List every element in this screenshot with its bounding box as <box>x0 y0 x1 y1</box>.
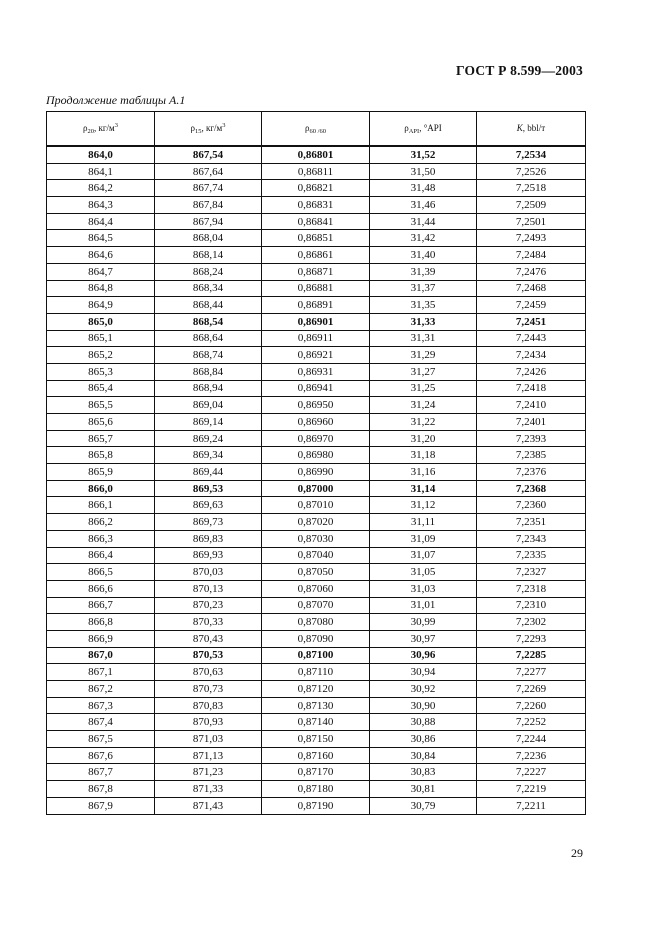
table-cell: 31,46 <box>370 197 477 214</box>
table-cell: 31,40 <box>370 247 477 264</box>
table-row <box>47 197 586 214</box>
table-row <box>47 363 586 380</box>
table-cell: 866,6 <box>47 580 155 597</box>
table-cell: 7,2269 <box>477 681 586 698</box>
table-cell: 7,2219 <box>477 781 586 798</box>
table-cell: 0,87070 <box>262 597 370 614</box>
column-header-rho60-60: $\rho_{60 /60}$ <box>262 112 370 147</box>
table-cell: 7,2211 <box>477 797 586 814</box>
column-header-rho15: $\rho_{15}$, $кг/м^3$ <box>155 112 262 147</box>
table-cell: 865,7 <box>47 430 155 447</box>
table-cell: 30,81 <box>370 781 477 798</box>
table-cell: 0,86911 <box>262 330 370 347</box>
table-cell: 867,64 <box>155 163 262 180</box>
table-cell: 866,7 <box>47 597 155 614</box>
table-cell: 867,8 <box>47 781 155 798</box>
table-cell: 866,0 <box>47 480 155 497</box>
table-cell: 867,0 <box>47 647 155 664</box>
table-cell: 0,87030 <box>262 530 370 547</box>
table-cell: 870,23 <box>155 597 262 614</box>
table-cell: 0,86950 <box>262 397 370 414</box>
table-row <box>47 163 586 180</box>
table-cell: 31,42 <box>370 230 477 247</box>
table-row <box>47 180 586 197</box>
table-cell: 30,96 <box>370 647 477 664</box>
table-row <box>47 480 586 497</box>
table-row <box>47 630 586 647</box>
table-cell: 864,7 <box>47 263 155 280</box>
table-cell: 31,18 <box>370 447 477 464</box>
table-cell: 864,0 <box>47 146 155 163</box>
table-cell: 7,2418 <box>477 380 586 397</box>
table-cell: 0,86931 <box>262 363 370 380</box>
table-cell: 0,87130 <box>262 697 370 714</box>
table-row <box>47 797 586 814</box>
table-row <box>47 597 586 614</box>
table-row <box>47 564 586 581</box>
table-row <box>47 464 586 481</box>
table-cell: 31,39 <box>370 263 477 280</box>
table-cell: 867,94 <box>155 213 262 230</box>
table-cell: 867,74 <box>155 180 262 197</box>
table-cell: 871,23 <box>155 764 262 781</box>
table-cell: 0,86891 <box>262 297 370 314</box>
table-cell: 865,0 <box>47 313 155 330</box>
table-cell: 866,2 <box>47 514 155 531</box>
table-cell: 0,86990 <box>262 464 370 481</box>
table-cell: 870,73 <box>155 681 262 698</box>
table-row <box>47 430 586 447</box>
table-cell: 866,3 <box>47 530 155 547</box>
table-cell: 871,03 <box>155 731 262 748</box>
table-cell: 30,83 <box>370 764 477 781</box>
table-cell: 7,2368 <box>477 480 586 497</box>
table-row <box>47 530 586 547</box>
table-cell: 868,94 <box>155 380 262 397</box>
table-header-row <box>47 112 586 147</box>
table-cell: 31,22 <box>370 414 477 431</box>
table-cell: 865,6 <box>47 414 155 431</box>
table-cell: 0,86821 <box>262 180 370 197</box>
document-code: ГОСТ Р 8.599—2003 <box>456 63 583 78</box>
table-cell: 0,87140 <box>262 714 370 731</box>
table-cell: 867,84 <box>155 197 262 214</box>
table-cell: 0,87060 <box>262 580 370 597</box>
table-body <box>47 146 586 814</box>
table-cell: 7,2236 <box>477 747 586 764</box>
table-cell: 7,2244 <box>477 731 586 748</box>
table-cell: 7,2327 <box>477 564 586 581</box>
table-cell: 867,5 <box>47 731 155 748</box>
table-cell: 31,25 <box>370 380 477 397</box>
table-cell: 871,33 <box>155 781 262 798</box>
table-row <box>47 414 586 431</box>
table-cell: 7,2260 <box>477 697 586 714</box>
table-cell: 868,04 <box>155 230 262 247</box>
table-cell: 869,63 <box>155 497 262 514</box>
table-cell: 7,2426 <box>477 363 586 380</box>
table-cell: 0,87160 <box>262 747 370 764</box>
table-cell: 31,11 <box>370 514 477 531</box>
table-cell: 870,53 <box>155 647 262 664</box>
table-cell: 866,8 <box>47 614 155 631</box>
table-cell: 0,86921 <box>262 347 370 364</box>
table-cell: 867,2 <box>47 681 155 698</box>
table-cell: 7,2335 <box>477 547 586 564</box>
density-conversion-table <box>46 111 586 815</box>
table-row <box>47 230 586 247</box>
table-cell: 31,37 <box>370 280 477 297</box>
table-cell: 7,2351 <box>477 514 586 531</box>
table-cell: 0,87150 <box>262 731 370 748</box>
table-cell: 7,2360 <box>477 497 586 514</box>
table-cell: 31,09 <box>370 530 477 547</box>
table-cell: 870,63 <box>155 664 262 681</box>
table-cell: 870,03 <box>155 564 262 581</box>
table-cell: 865,2 <box>47 347 155 364</box>
table-cell: 31,05 <box>370 564 477 581</box>
table-cell: 866,9 <box>47 630 155 647</box>
table-cell: 866,5 <box>47 564 155 581</box>
table-cell: 7,2526 <box>477 163 586 180</box>
table-cell: 7,2277 <box>477 664 586 681</box>
table-cell: 870,83 <box>155 697 262 714</box>
table-cell: 869,53 <box>155 480 262 497</box>
table-cell: 871,13 <box>155 747 262 764</box>
table-row <box>47 380 586 397</box>
table-cell: 7,2518 <box>477 180 586 197</box>
table-cell: 7,2451 <box>477 313 586 330</box>
table-cell: 31,31 <box>370 330 477 347</box>
table-cell: 868,64 <box>155 330 262 347</box>
table-row <box>47 647 586 664</box>
table-cell: 0,86980 <box>262 447 370 464</box>
table-cell: 7,2410 <box>477 397 586 414</box>
table-cell: 31,50 <box>370 163 477 180</box>
table-row <box>47 747 586 764</box>
table-cell: 867,54 <box>155 146 262 163</box>
table-cell: 864,3 <box>47 197 155 214</box>
table-cell: 0,86871 <box>262 263 370 280</box>
table-cell: 870,13 <box>155 580 262 597</box>
table-cell: 31,27 <box>370 363 477 380</box>
table-cell: 30,92 <box>370 681 477 698</box>
table-cell: 867,9 <box>47 797 155 814</box>
table-cell: 7,2376 <box>477 464 586 481</box>
table-cell: 0,87180 <box>262 781 370 798</box>
table-row <box>47 313 586 330</box>
table-cell: 31,44 <box>370 213 477 230</box>
table-cell: 0,86801 <box>262 146 370 163</box>
table-row <box>47 697 586 714</box>
table-row <box>47 497 586 514</box>
table-cell: 869,34 <box>155 447 262 464</box>
table-cell: 868,44 <box>155 297 262 314</box>
table-cell: 31,24 <box>370 397 477 414</box>
table-row <box>47 280 586 297</box>
table-caption: Продолжение таблицы А.1 <box>46 93 186 107</box>
table-cell: 30,84 <box>370 747 477 764</box>
table-cell: 869,93 <box>155 547 262 564</box>
table-cell: 867,3 <box>47 697 155 714</box>
table-cell: 30,86 <box>370 731 477 748</box>
table-cell: 31,20 <box>370 430 477 447</box>
table-cell: 868,34 <box>155 280 262 297</box>
table-cell: 7,2484 <box>477 247 586 264</box>
table-row <box>47 297 586 314</box>
table-cell: 865,3 <box>47 363 155 380</box>
table-row <box>47 731 586 748</box>
table-cell: 0,87190 <box>262 797 370 814</box>
table-cell: 868,74 <box>155 347 262 364</box>
table-cell: 7,2468 <box>477 280 586 297</box>
column-header-rho20: $\rho_{20}$, $кг/м^3$ <box>47 112 155 147</box>
table-cell: 30,99 <box>370 614 477 631</box>
table-cell: 31,01 <box>370 597 477 614</box>
table-row <box>47 330 586 347</box>
table-cell: 31,07 <box>370 547 477 564</box>
table-cell: 0,86851 <box>262 230 370 247</box>
table-cell: 31,29 <box>370 347 477 364</box>
table-row <box>47 263 586 280</box>
table-cell: 870,93 <box>155 714 262 731</box>
table-cell: 7,2476 <box>477 263 586 280</box>
table-cell: 0,87090 <box>262 630 370 647</box>
table-cell: 869,14 <box>155 414 262 431</box>
table-cell: 867,4 <box>47 714 155 731</box>
table-cell: 0,86841 <box>262 213 370 230</box>
table-cell: 7,2534 <box>477 146 586 163</box>
table-cell: 0,87110 <box>262 664 370 681</box>
table-cell: 7,2302 <box>477 614 586 631</box>
table-cell: 864,9 <box>47 297 155 314</box>
table-row <box>47 664 586 681</box>
table-cell: 31,35 <box>370 297 477 314</box>
table-cell: 867,7 <box>47 764 155 781</box>
table-row <box>47 247 586 264</box>
table-cell: 0,86881 <box>262 280 370 297</box>
table-cell: 0,87010 <box>262 497 370 514</box>
table-cell: 7,2443 <box>477 330 586 347</box>
table-row <box>47 213 586 230</box>
table-cell: 7,2227 <box>477 764 586 781</box>
table-cell: 7,2293 <box>477 630 586 647</box>
table-cell: 7,2385 <box>477 447 586 464</box>
table-cell: 865,8 <box>47 447 155 464</box>
table-cell: 0,87020 <box>262 514 370 531</box>
table-cell: 865,1 <box>47 330 155 347</box>
table-row <box>47 580 586 597</box>
table-cell: 0,86811 <box>262 163 370 180</box>
table-cell: 30,79 <box>370 797 477 814</box>
table-cell: 7,2318 <box>477 580 586 597</box>
table-cell: 865,5 <box>47 397 155 414</box>
table-cell: 7,2459 <box>477 297 586 314</box>
table-cell: 31,48 <box>370 180 477 197</box>
table-cell: 869,83 <box>155 530 262 547</box>
table-cell: 0,86960 <box>262 414 370 431</box>
table-cell: 868,14 <box>155 247 262 264</box>
table-cell: 869,04 <box>155 397 262 414</box>
table-cell: 7,2285 <box>477 647 586 664</box>
table-cell: 7,2393 <box>477 430 586 447</box>
table-cell: 7,2310 <box>477 597 586 614</box>
table-row <box>47 714 586 731</box>
table-row <box>47 146 586 163</box>
table-row <box>47 447 586 464</box>
table-cell: 870,43 <box>155 630 262 647</box>
table-cell: 0,87170 <box>262 764 370 781</box>
table-row <box>47 514 586 531</box>
table-cell: 31,52 <box>370 146 477 163</box>
table-row <box>47 547 586 564</box>
table-cell: 0,86901 <box>262 313 370 330</box>
table-cell: 0,86941 <box>262 380 370 397</box>
table-cell: 7,2501 <box>477 213 586 230</box>
table-cell: 864,8 <box>47 280 155 297</box>
table-cell: 864,1 <box>47 163 155 180</box>
table-cell: 0,87080 <box>262 614 370 631</box>
table-cell: 867,6 <box>47 747 155 764</box>
table-cell: 865,9 <box>47 464 155 481</box>
table-cell: 31,03 <box>370 580 477 597</box>
table-cell: 7,2343 <box>477 530 586 547</box>
table-row <box>47 781 586 798</box>
table-cell: 0,87050 <box>262 564 370 581</box>
table-cell: 864,2 <box>47 180 155 197</box>
table-cell: 869,24 <box>155 430 262 447</box>
table-cell: 30,97 <box>370 630 477 647</box>
table-cell: 7,2493 <box>477 230 586 247</box>
table-cell: 0,86970 <box>262 430 370 447</box>
table-cell: 7,2401 <box>477 414 586 431</box>
table-cell: 870,33 <box>155 614 262 631</box>
table-cell: 0,87040 <box>262 547 370 564</box>
table-cell: 869,44 <box>155 464 262 481</box>
table-row <box>47 397 586 414</box>
table-cell: 869,73 <box>155 514 262 531</box>
table-row <box>47 614 586 631</box>
table-cell: 868,24 <box>155 263 262 280</box>
table-cell: 31,12 <box>370 497 477 514</box>
table-row <box>47 681 586 698</box>
table-row <box>47 764 586 781</box>
page-number: 29 <box>571 846 583 860</box>
table-cell: 871,43 <box>155 797 262 814</box>
table-cell: 31,33 <box>370 313 477 330</box>
table-cell: 7,2509 <box>477 197 586 214</box>
table-cell: 30,94 <box>370 664 477 681</box>
table-cell: 864,5 <box>47 230 155 247</box>
table-cell: 7,2252 <box>477 714 586 731</box>
table-cell: 867,1 <box>47 664 155 681</box>
table-cell: 865,4 <box>47 380 155 397</box>
column-header-rho-api: $\rho_{API}$, °API <box>370 112 477 147</box>
table-cell: 0,86831 <box>262 197 370 214</box>
table-cell: 864,6 <box>47 247 155 264</box>
table-cell: 866,1 <box>47 497 155 514</box>
table-cell: 0,87000 <box>262 480 370 497</box>
table-cell: 864,4 <box>47 213 155 230</box>
table-cell: 0,86861 <box>262 247 370 264</box>
table-cell: 866,4 <box>47 547 155 564</box>
table-cell: 31,14 <box>370 480 477 497</box>
table-cell: 30,90 <box>370 697 477 714</box>
table-cell: 7,2434 <box>477 347 586 364</box>
table-cell: 30,88 <box>370 714 477 731</box>
table-cell: 0,87100 <box>262 647 370 664</box>
column-header-k: K, bbl/т <box>477 112 586 147</box>
table-cell: 31,16 <box>370 464 477 481</box>
table-row <box>47 347 586 364</box>
table-cell: 868,54 <box>155 313 262 330</box>
table-cell: 868,84 <box>155 363 262 380</box>
table-cell: 0,87120 <box>262 681 370 698</box>
